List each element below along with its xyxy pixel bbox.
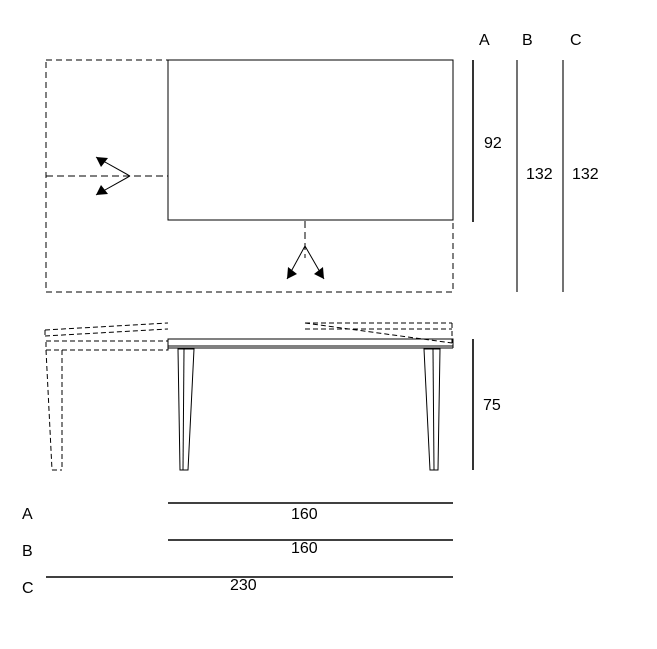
height-value: 75 bbox=[483, 397, 501, 414]
column-header-b: B bbox=[522, 32, 533, 49]
width-row-label-b: B bbox=[22, 543, 33, 560]
top-view-bottom-arrow bbox=[287, 246, 324, 279]
front-view-left-pullout-dashed bbox=[46, 341, 168, 350]
width-row-value-b: 160 bbox=[291, 540, 318, 557]
top-view-tabletop bbox=[168, 60, 453, 220]
depth-value-c: 132 bbox=[572, 166, 599, 183]
column-header-c: C bbox=[570, 32, 582, 49]
front-view-tabletop bbox=[168, 339, 453, 348]
depth-value-b: 132 bbox=[526, 166, 553, 183]
front-view-left-extension-dashed bbox=[45, 323, 168, 336]
front-view-dashed-leg bbox=[46, 350, 62, 470]
front-view-leg-left bbox=[178, 349, 194, 470]
width-row-label-a: A bbox=[22, 506, 33, 523]
front-view-group bbox=[45, 323, 453, 470]
top-view-group bbox=[46, 60, 453, 292]
column-header-a: A bbox=[479, 32, 490, 49]
front-view-right-extension-dashed bbox=[305, 323, 452, 343]
front-view-leg-right bbox=[424, 349, 440, 470]
width-row-value-c: 230 bbox=[230, 577, 257, 594]
width-row-value-a: 160 bbox=[291, 506, 318, 523]
depth-value-a: 92 bbox=[484, 135, 502, 152]
width-row-label-c: C bbox=[22, 580, 34, 597]
width-dimension-lines bbox=[46, 503, 453, 577]
